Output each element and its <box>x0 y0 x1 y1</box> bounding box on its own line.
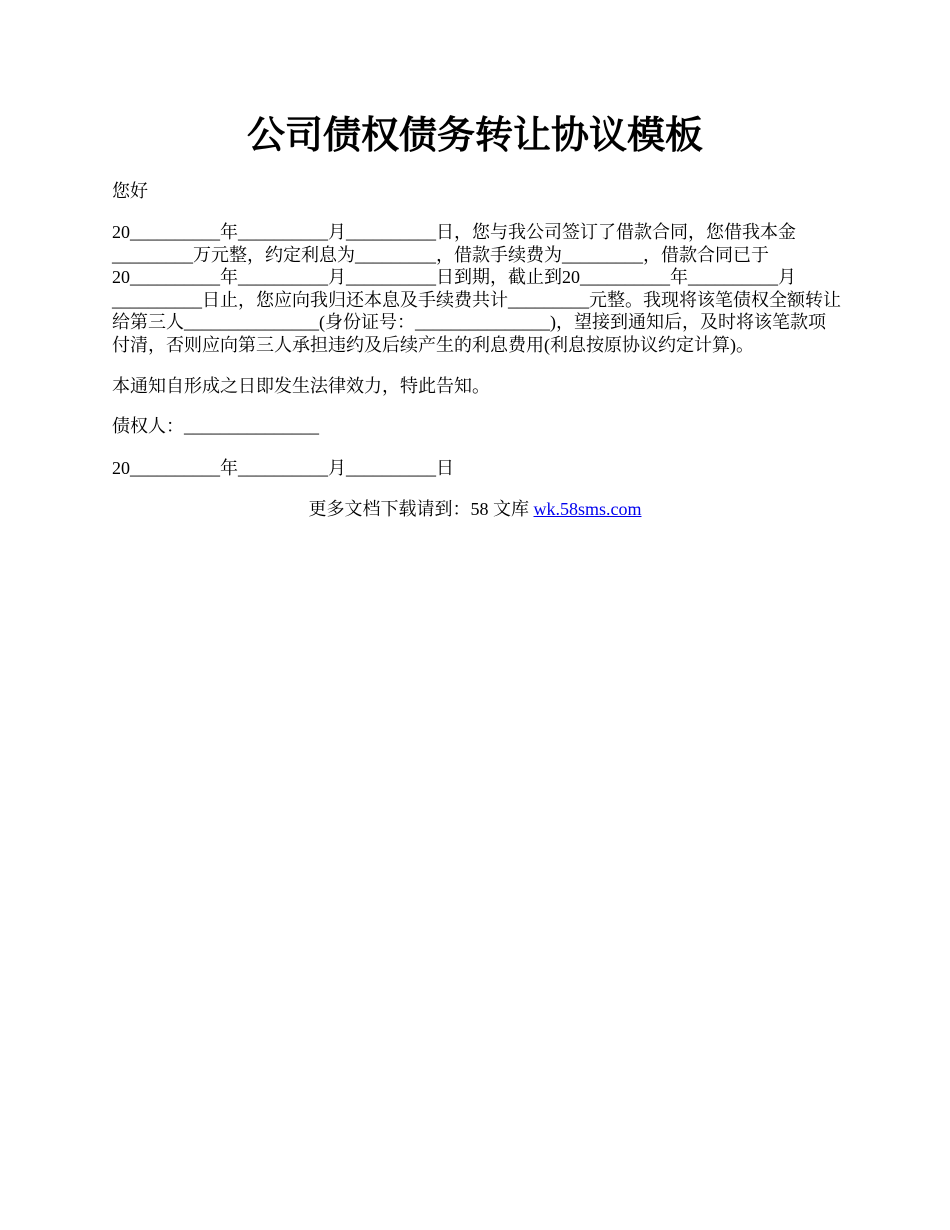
main-paragraph: 20__________年__________月__________日，您与我公司签订了借款合同，您借我本金_________万元整，约定利息为_________，借款手续费为_________，借款合同已于20__________年__________月__________日到期，截止到20__________年__________月__________日止，您应向我归还本息及手续费共计_________元整。我现将该笔债权全额转让给第三人_______________(身份证号：_______________)，望接到通知后，及时将该笔款项付清，否则应向第三人承担违约及后续产生的利息费用(利息按原协议约定计算)。 <box>112 222 841 355</box>
notice-paragraph: 本通知自形成之日即发生法律效力，特此告知。 <box>112 376 490 396</box>
footer <box>0 498 950 521</box>
footer-prefix: 更多文档下载请到：58 文库 <box>308 499 534 519</box>
greeting-text: 您好 <box>112 181 148 201</box>
creditor-signature-line: 债权人：_______________ <box>112 416 319 436</box>
date-line: 20__________年__________月__________日 <box>112 458 454 478</box>
footer-link[interactable]: wk.58sms.com <box>533 499 642 519</box>
document-title: 公司债权债务转让协议模板 <box>246 115 703 157</box>
